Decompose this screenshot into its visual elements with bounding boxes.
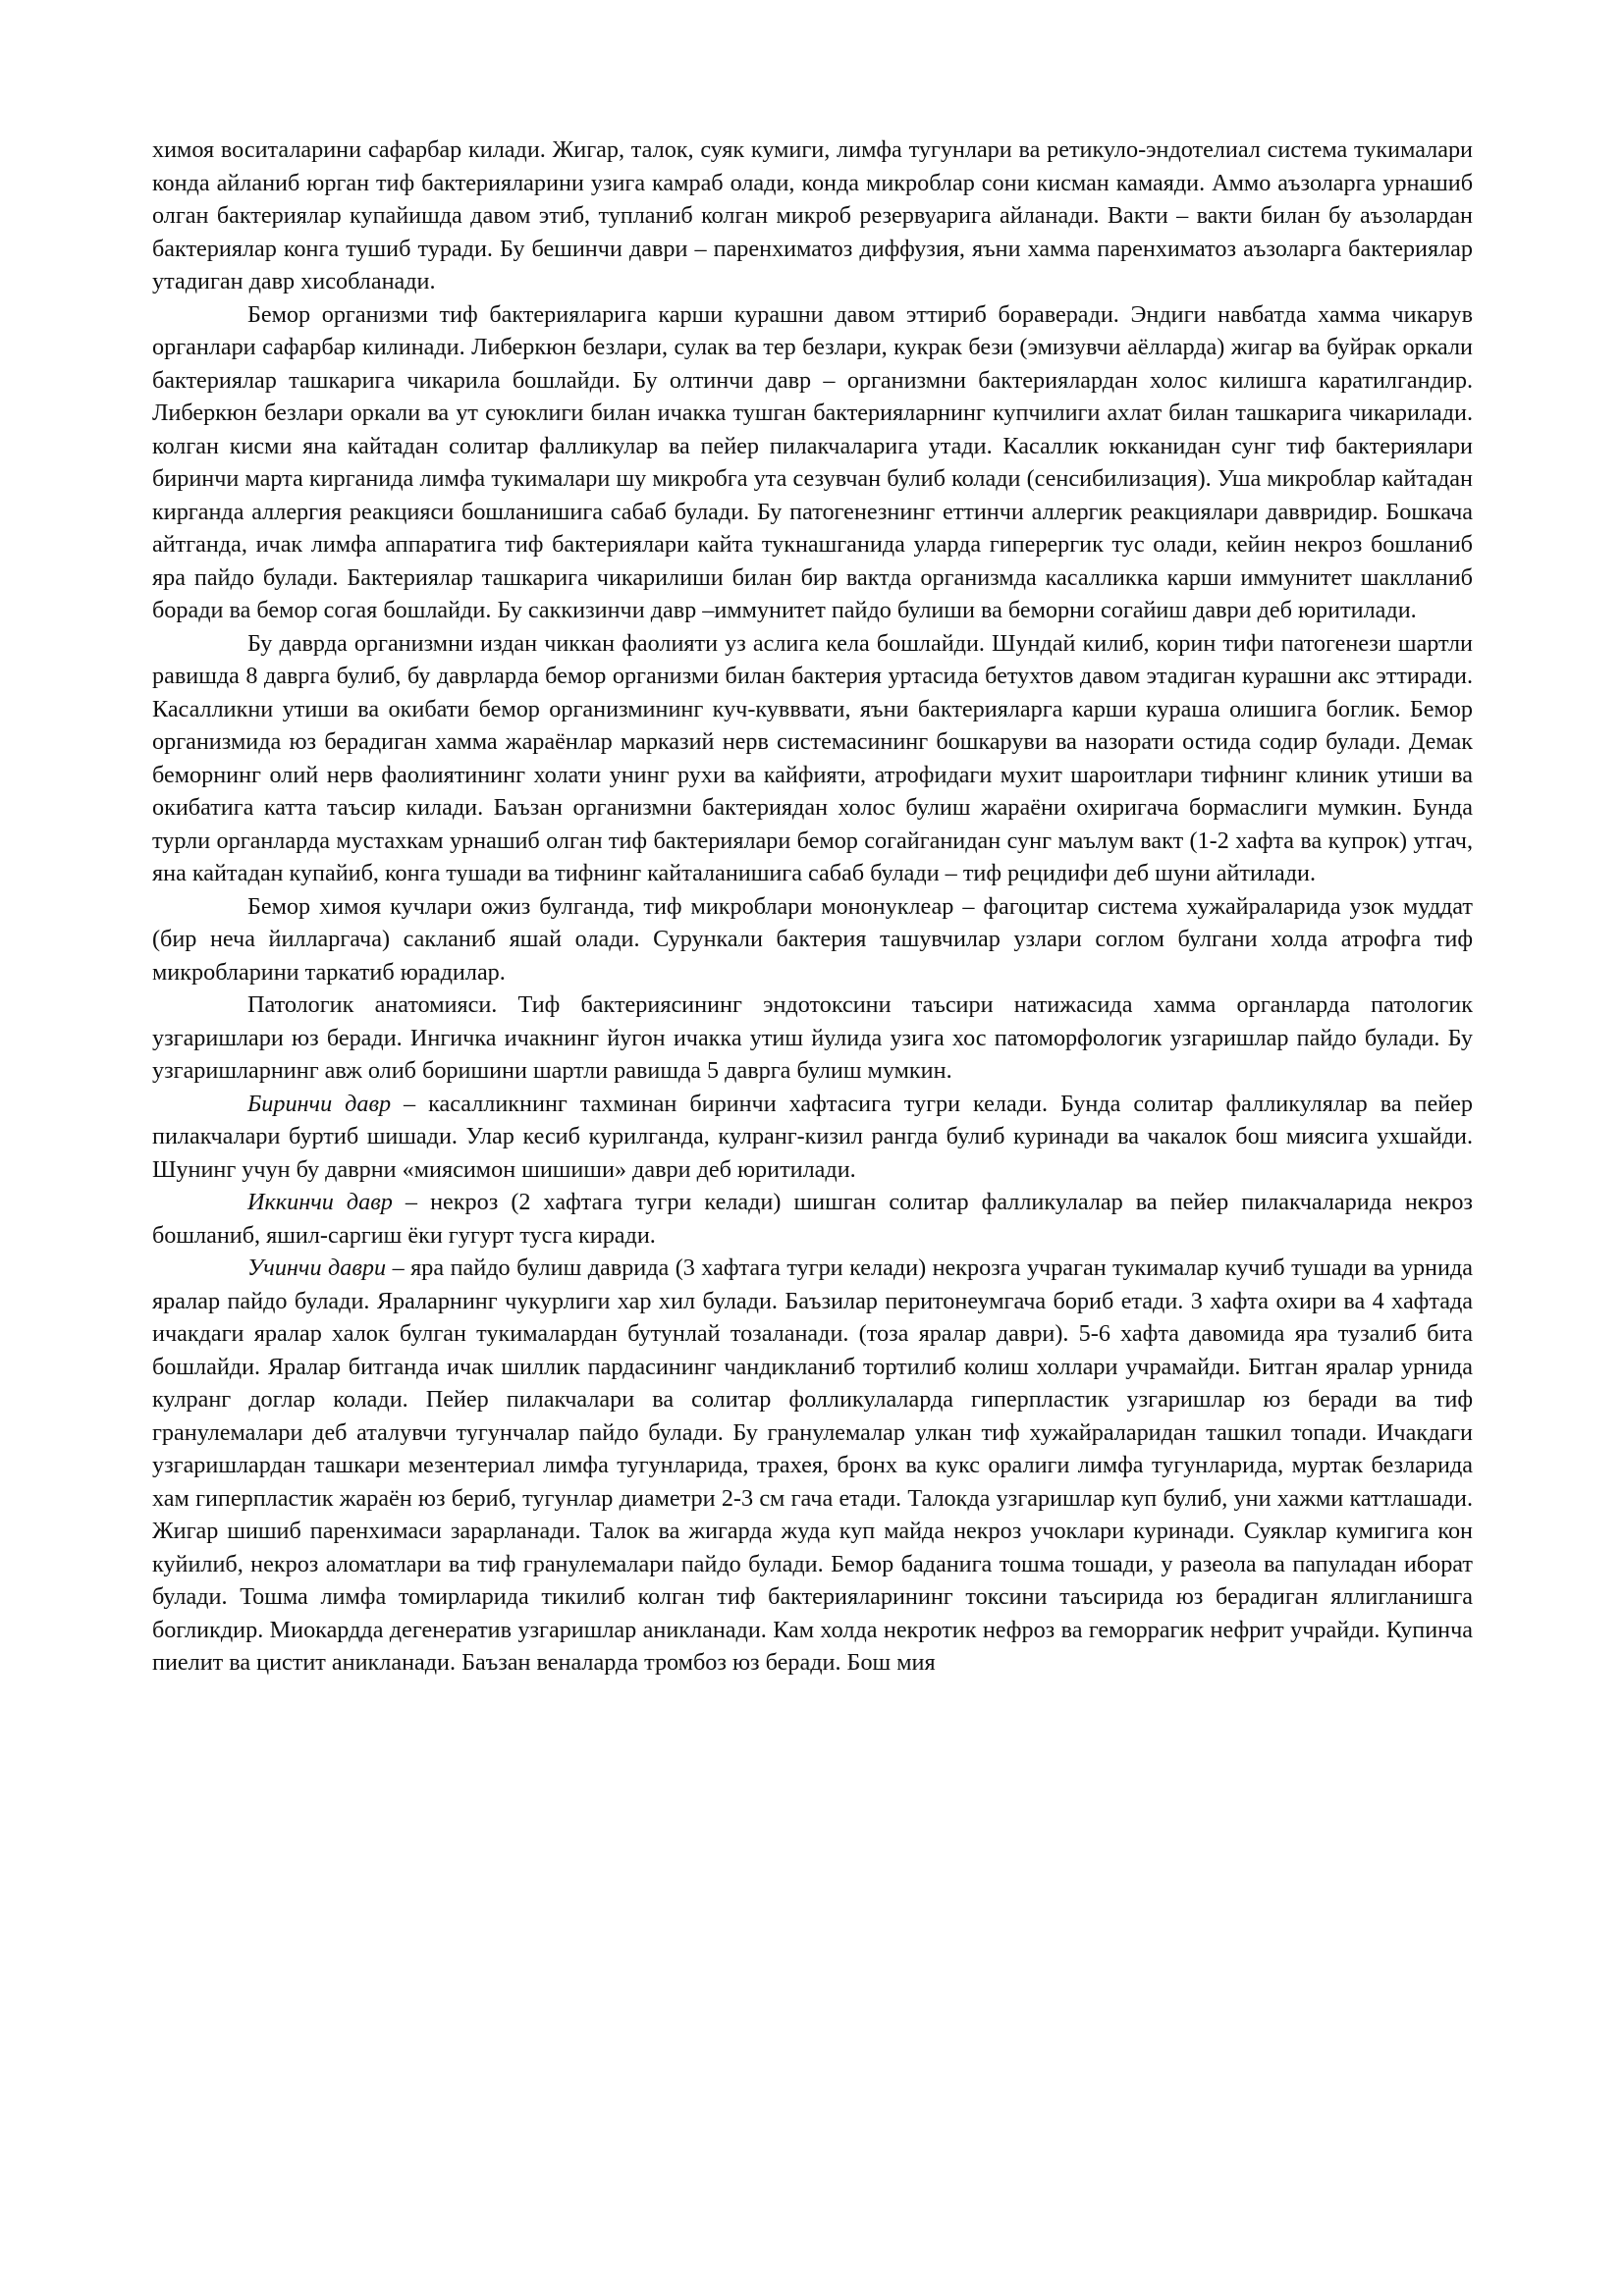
stage-3-title: Учинчи даври — [247, 1255, 387, 1281]
paragraph-1 — [152, 133, 1473, 298]
paragraph-4 — [152, 890, 1473, 989]
stage-2-text: – некроз (2 хафтага тугри келади) шишган солитар фалликулалар ва пейер пилакчаларида некроз бошланиб, яшил-саргиш ёки гугурт тусга киради. — [152, 1189, 1473, 1249]
section-heading-paragraph — [152, 988, 1473, 1088]
stage-3-paragraph — [152, 1252, 1473, 1680]
paragraph-3 — [152, 627, 1473, 890]
paragraph-3-text: Бу даврда организмни издан чиккан фаолияти уз аслига кела бошлайди. Шундай килиб, корин тифи патогенези шартли равишда 8 даврга булиб, бу даврларда бемор организми билан бактерия уртасида бетухтов давом этадиган курашни акс эттиради. Касалликни утиши ва окибати бемор организмининг куч-кувввати, яъни бактерияларга карши кураша олишига боглик. Бемор организмида юз берадиган хамма жараёнлар марказий нерв системасининг бошкаруви ва назорати остида содир булади. Демак беморнинг олий нерв фаолиятининг холати унинг рухи ва кайфияти, атрофидаги мухит шароитлари тифнинг клиник утиши ва окибатига катта таъсир килади. Баъзан организмни бактериядан холос булиш жараёни охиригача бормаслиги мумкин. Бунда турли органларда мустахкам урнашиб олган тиф бактериялари бемор согайганидан сунг маълум вакт (1-2 хафта ва купрок) утгач, яна кайтадан купайиб, конга тушади ва тифнинг кайталанишига сабаб булади – тиф рецидифи деб шуни айтилади. — [152, 629, 1473, 886]
stage-2-title: Иккинчи давр — [247, 1189, 393, 1215]
stage-3-text: – яра пайдо булиш даврида (3 хафтага тугри келади) некрозга учраган тукималар кучиб тушади ва урнида яралар пайдо булади. Яраларнинг чукурлиги хар хил булади. Баъзилар перитонеумгача бориб етади. 3 хафта охири ва 4 хафтада ичакдаги яралар халок булган тукималардан бутунлай тозаланади. (тоза яралар даври). 5-6 хафта давомида яра тузалиб бита бошлайди. Яралар битганда ичак шиллик пардасининг чандикланиб тортилиб колиш холлари учрамайди. Битган яралар урнида кулранг доглар колади. Пейер пилакчалари ва солитар фолликулаларда гиперпластик узгаришлар юз беради ва тиф гранулемалари деб аталувчи тугунчалар пайдо булади. Бу гранулемалар улкан тиф хужайраларидан ташкил топади. Ичакдаги узгаришлардан ташкари мезентериал лимфа тугунларида, трахея, бронх ва кукс оралиги лимфа тугунларида, муртак безларида хам гиперпластик жараён юз бериб, тугунлар диаметри 2-3 см гача етади. Талокда узгаришлар куп булиб, уни хажми каттлашади. Жигар шишиб паренхимаси зарарланади. Талок ва жигарда жуда куп майда некроз учоклари куринади. Суяклар кумигига кон куйилиб, некроз аломатлари ва тиф гранулемалари пайдо булади. Бемор баданига тошма тошади, у разеола ва папуладан иборат булади. Тошма лимфа томирларида тикилиб колган тиф бактерияларининг токсини таъсирида юз берадиган яллигланишга богликдир. Миокардда дегенератив узгаришлар аникланади. Кам холда некротик нефроз ва геморрагик нефрит учрайди. Купинча пиелит ва цистит аникланади. Баъзан веналарда тромбоз юз беради. Бош мия — [152, 1255, 1473, 1676]
stage-2-paragraph — [152, 1186, 1473, 1252]
stage-1-text: – касалликнинг тахминан биринчи хафтасига тугри келади. Бунда солитар фалликулялар ва пейер пилакчалари буртиб шишади. Улар кесиб курилганда, кулранг-кизил рангда булиб куринади ва чакалок бош миясига ухшайди. Шунинг учун бу даврни «миясимон шишиши» даври деб юритилади. — [152, 1090, 1473, 1183]
paragraph-2 — [152, 298, 1473, 627]
paragraph-1-text: химоя воситаларини сафарбар килади. Жигар, талок, суяк кумиги, лимфа тугунлари ва ретикуло-эндотелиал система тукималари конда айланиб юрган тиф бактерияларини узига камраб олади, конда микроблар сони кисман камаяди. Аммо аъзоларга урнашиб олган бактериялар купайишда давом этиб, тупланиб колган микроб резервуарига айланади. Вакти – вакти билан бу аъзолардан бактериялар конга тушиб туради. Бу бешинчи даври – паренхиматоз диффузия, яъни хамма паренхиматоз аъзоларга бактериялар утадиган давр хисобланади. — [152, 136, 1473, 294]
stage-1-paragraph — [152, 1088, 1473, 1187]
paragraph-4-text: Бемор химоя кучлари ожиз булганда, тиф микроблари мононуклеар – фагоцитар система хужайраларида узок муддат (бир неча йилларгача) сакланиб яшай олади. Сурункали бактерия ташувчилар узлари соглом булгани холда атрофга тиф микробларини таркатиб юрадилар. — [152, 892, 1473, 986]
paragraph-2-text: Бемор организми тиф бактерияларига карши курашни давом эттириб бораверади. Эндиги навбатда хамма чикарув органлари сафарбар килинади. Либеркюн безлари, сулак ва тер безлари, кукрак бези (эмизувчи аёлларда) жигар ва буйрак оркали бактериялар ташкарига чикарила бошлайди. Бу олтинчи давр – организмни бактериялардан холос килишга каратилгандир. Либеркюн безлари оркали ва ут суюклиги билан ичакка тушган бактерияларнинг купчилиги ахлат билан ташкарига чикарилади. колган кисми яна кайтадан солитар фалликулар ва пейер пилакчаларига утади. Касаллик юкканидан сунг тиф бактериялари биринчи марта кирганида лимфа тукималари шу микробга ута сезувчан булиб колади (сенсибилизация). Уша микроблар кайтадан кирганда аллергия реакцияси бошланишига сабаб булади. Бу патогенезнинг еттинчи аллергик реакциялари даввридир. Бошкача айтганда, ичак лимфа аппаратига тиф бактериялари кайта тукнашганида уларда гиперергик тус олади, кейин некроз бошланиб яра пайдо булади. Бактериялар ташкарига чикарилиши билан бир вактда организмда касалликка карши иммунитет шаклланиб боради ва бемор согая бошлайди. Бу саккизинчи давр –иммунитет пайдо булиши ва беморни согайиш даври деб юритилади. — [152, 300, 1473, 623]
document-page — [152, 133, 1473, 1680]
stage-1-title: Биринчи давр — [247, 1090, 392, 1117]
paragraph-5-text: Патологик анатомияси. Тиф бактериясининг эндотоксини таъсири натижасида хамма органларда патологик узгаришлари юз беради. Ингичка ичакнинг йугон ичакка утиш йулида узига хос патоморфологик узгаришлар пайдо булади. Бу узгаришларнинг авж олиб боришини шартли равишда 5 даврга булиш мумкин. — [152, 991, 1473, 1084]
